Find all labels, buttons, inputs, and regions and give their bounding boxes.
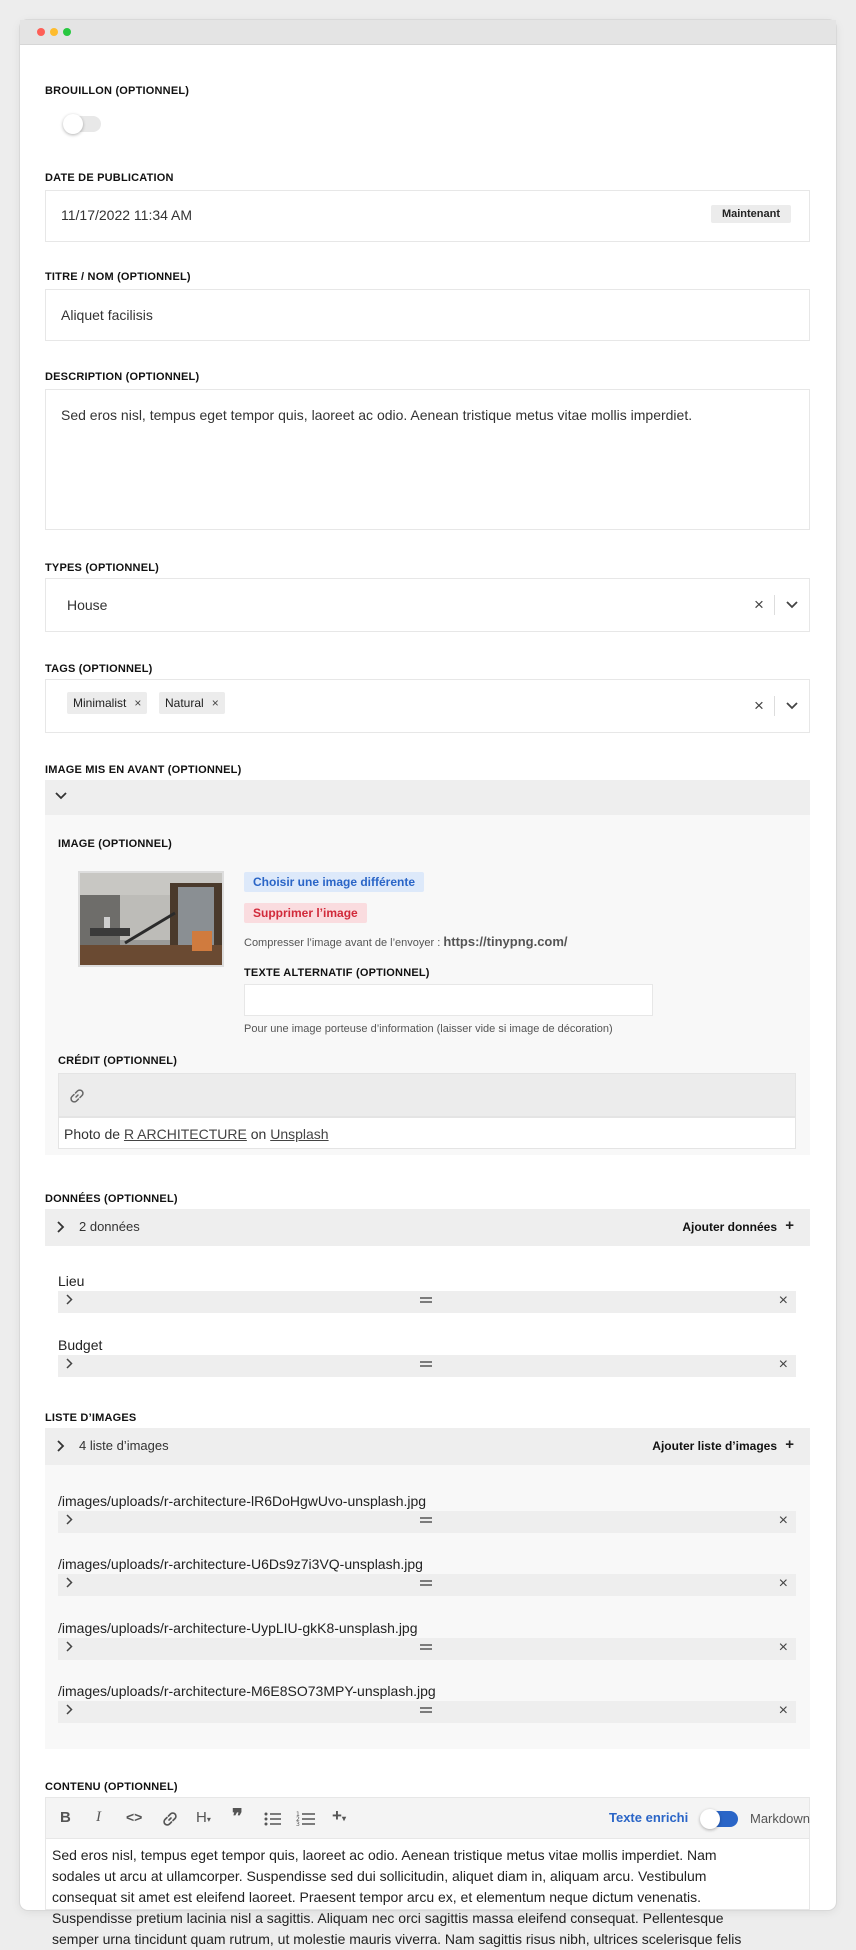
chevron-down-icon[interactable] — [775, 702, 809, 710]
content-line: consequat sit amet est eleifend laoreet. Praesent tempor arcu ex, et elementum neque dictum venenatis. — [52, 1889, 702, 1905]
content-line: Sed eros nisl, tempus eget tempor quis, laoreet ac odio. Aenean tristique metus vitae mollis imperdiet. Nam — [52, 1847, 717, 1863]
title-value: Aliquet facilisis — [61, 307, 153, 323]
list-item-label: /images/uploads/r-architecture-lR6DoHgwUvo-unsplash.jpg — [58, 1493, 427, 1509]
image-list-summary: 4 liste d’images — [79, 1438, 169, 1453]
title-input[interactable] — [45, 289, 810, 341]
alt-text-label: TEXTE ALTERNATIF (OPTIONNEL) — [244, 967, 430, 979]
drag-handle-icon[interactable] — [419, 1513, 433, 1527]
credit-on: on — [250, 1126, 267, 1142]
link-icon[interactable] — [162, 1811, 178, 1827]
title-bar — [20, 20, 836, 45]
compress-hint-text: Compresser l’image avant de l’envoyer : — [244, 937, 441, 949]
content-line: Suspendisse pretium lacinia nisl a sagittis. Aliquam nec orci sagittis massa eleifend consequat. Pellentesque — [52, 1910, 724, 1926]
close-icon[interactable]: × — [778, 1575, 788, 1592]
remove-tag-icon[interactable]: × — [134, 696, 142, 710]
drag-handle-icon[interactable] — [419, 1703, 433, 1717]
plus-icon[interactable]: + — [785, 1436, 794, 1453]
markdown-label[interactable]: Markdown — [750, 1811, 810, 1826]
quote-icon[interactable]: ❞ — [232, 1804, 243, 1828]
featured-image-collapse-bar[interactable] — [45, 780, 810, 815]
draft-toggle[interactable] — [65, 116, 101, 132]
tag-chip — [159, 692, 225, 714]
drag-handle-icon[interactable] — [419, 1293, 433, 1307]
list-item[interactable] — [58, 1701, 796, 1723]
interior-photo — [80, 873, 222, 965]
close-window-button[interactable] — [37, 28, 45, 36]
drag-handle-icon[interactable] — [419, 1357, 433, 1371]
credit-prefix: Photo de — [64, 1126, 121, 1142]
tag-label: Minimalist — [73, 696, 127, 710]
add-block-icon[interactable]: +▾ — [332, 1806, 346, 1825]
italic-icon[interactable]: I — [96, 1809, 101, 1825]
image-label: IMAGE (OPTIONNEL) — [58, 838, 173, 850]
chevron-right-icon[interactable] — [66, 1704, 73, 1715]
list-item[interactable] — [58, 1638, 796, 1660]
chevron-right-icon[interactable] — [57, 1221, 65, 1233]
types-value: House — [67, 597, 108, 613]
chevron-right-icon[interactable] — [57, 1440, 65, 1452]
content-text — [52, 1845, 812, 1950]
credit-text — [64, 1126, 329, 1142]
close-icon[interactable]: × — [778, 1292, 788, 1309]
close-icon[interactable]: × — [754, 696, 764, 715]
credit-toolbar — [58, 1073, 796, 1117]
description-textarea[interactable] — [45, 389, 810, 530]
numbered-list-icon[interactable] — [296, 1810, 316, 1827]
list-item-label: /images/uploads/r-architecture-M6E8SO73MPY-unsplash.jpg — [58, 1683, 436, 1699]
tinypng-link[interactable]: https://tinypng.com/ — [443, 934, 568, 949]
tag-label: Natural — [165, 696, 204, 710]
list-item[interactable] — [58, 1574, 796, 1596]
image-list-label: LISTE D’IMAGES — [45, 1412, 137, 1424]
types-label: TYPES (OPTIONNEL) — [45, 562, 160, 574]
types-select[interactable] — [45, 578, 810, 632]
close-icon[interactable]: × — [778, 1702, 788, 1719]
chevron-right-icon[interactable] — [66, 1358, 73, 1369]
alt-text-input[interactable] — [244, 984, 653, 1016]
compress-hint — [244, 934, 568, 949]
data-summary: 2 données — [79, 1219, 140, 1234]
tag-chip — [67, 692, 147, 714]
list-item-label: /images/uploads/r-architecture-UypLIU-gkK8-unsplash.jpg — [58, 1620, 418, 1636]
rich-text-label[interactable]: Texte enrichi — [609, 1810, 689, 1825]
minimize-window-button[interactable] — [50, 28, 58, 36]
list-item[interactable] — [58, 1511, 796, 1533]
heading-icon[interactable]: H▾ — [196, 1809, 211, 1826]
data-section-label: DONNÉES (OPTIONNEL) — [45, 1193, 178, 1205]
close-icon[interactable]: × — [778, 1512, 788, 1529]
publish-date-field[interactable] — [45, 190, 810, 242]
bulleted-list-icon[interactable] — [264, 1811, 282, 1827]
svg-text:2: 2 — [296, 1816, 300, 1823]
drag-handle-icon[interactable] — [419, 1576, 433, 1590]
remove-tag-icon[interactable]: × — [211, 696, 219, 710]
list-item[interactable] — [58, 1355, 796, 1377]
chevron-right-icon[interactable] — [66, 1641, 73, 1652]
editor-toolbar — [45, 1797, 810, 1839]
image-list-bar[interactable] — [45, 1428, 810, 1465]
alt-text-hint: Pour une image porteuse d’information (laisser vide si image de décoration) — [244, 1023, 613, 1035]
close-icon[interactable]: × — [754, 595, 764, 614]
list-item[interactable] — [58, 1291, 796, 1313]
credit-editor[interactable] — [58, 1117, 796, 1149]
credit-site-link[interactable]: Unsplash — [270, 1126, 329, 1142]
description-label: DESCRIPTION (OPTIONNEL) — [45, 371, 200, 383]
draft-label: BROUILLON (OPTIONNEL) — [45, 85, 190, 97]
description-value: Sed eros nisl, tempus eget tempor quis, laoreet ac odio. Aenean tristique metus vitae mollis imperdiet. — [61, 407, 693, 423]
credit-label: CRÉDIT (OPTIONNEL) — [58, 1055, 178, 1067]
list-item-label: /images/uploads/r-architecture-U6Ds9z7i3VQ-unsplash.jpg — [58, 1556, 423, 1572]
link-icon[interactable] — [69, 1088, 85, 1104]
code-icon[interactable]: <> — [126, 1809, 143, 1825]
form — [20, 45, 836, 1947]
drag-handle-icon[interactable] — [419, 1640, 433, 1654]
list-item-label: Lieu — [58, 1273, 85, 1289]
bold-icon[interactable]: B — [60, 1809, 71, 1826]
add-data-button[interactable]: Ajouter données — [682, 1220, 777, 1234]
plus-icon[interactable]: + — [785, 1217, 794, 1234]
chevron-down-icon[interactable] — [775, 601, 809, 609]
publish-date-label: DATE DE PUBLICATION — [45, 172, 174, 184]
image-thumbnail[interactable] — [78, 871, 224, 967]
publish-date-value: 11/17/2022 11:34 AM — [61, 207, 193, 223]
list-item-label: Budget — [58, 1337, 103, 1353]
content-line: semper urna tincidunt quam rutrum, ut molestie mauris viverra. Nam sagittis risus nibh, ultrices scelerisque felis — [52, 1931, 742, 1947]
tags-select[interactable] — [45, 679, 810, 733]
chevron-right-icon[interactable] — [66, 1294, 73, 1305]
choose-image-button[interactable]: Choisir une image différente — [244, 872, 424, 892]
chevron-right-icon[interactable] — [66, 1514, 73, 1525]
remove-image-button[interactable]: Supprimer l’image — [244, 903, 367, 923]
title-label: TITRE / NOM (OPTIONNEL) — [45, 271, 191, 283]
credit-author-link[interactable]: R ARCHITECTURE — [123, 1126, 247, 1142]
close-icon[interactable]: × — [778, 1356, 788, 1373]
data-section-bar[interactable] — [45, 1209, 810, 1246]
close-icon[interactable]: × — [778, 1639, 788, 1656]
editor-mode-toggle[interactable] — [702, 1811, 738, 1827]
svg-text:3: 3 — [296, 1821, 300, 1828]
chevron-down-icon[interactable] — [55, 792, 67, 800]
add-image-list-button[interactable]: Ajouter liste d’images — [652, 1439, 777, 1453]
content-label: CONTENU (OPTIONNEL) — [45, 1781, 178, 1793]
now-button[interactable]: Maintenant — [711, 205, 791, 223]
svg-text:1: 1 — [296, 1811, 300, 1818]
maximize-window-button[interactable] — [63, 28, 71, 36]
tags-label: TAGS (OPTIONNEL) — [45, 663, 153, 675]
app-window — [20, 20, 836, 1947]
content-line: sodales ut arcu at ullamcorper. Suspendisse sed dui sollicitudin, aliquet diam in, aliquam arcu. Vestibulum — [52, 1868, 707, 1884]
chevron-right-icon[interactable] — [66, 1577, 73, 1588]
featured-image-label: IMAGE MIS EN AVANT (OPTIONNEL) — [45, 764, 242, 776]
